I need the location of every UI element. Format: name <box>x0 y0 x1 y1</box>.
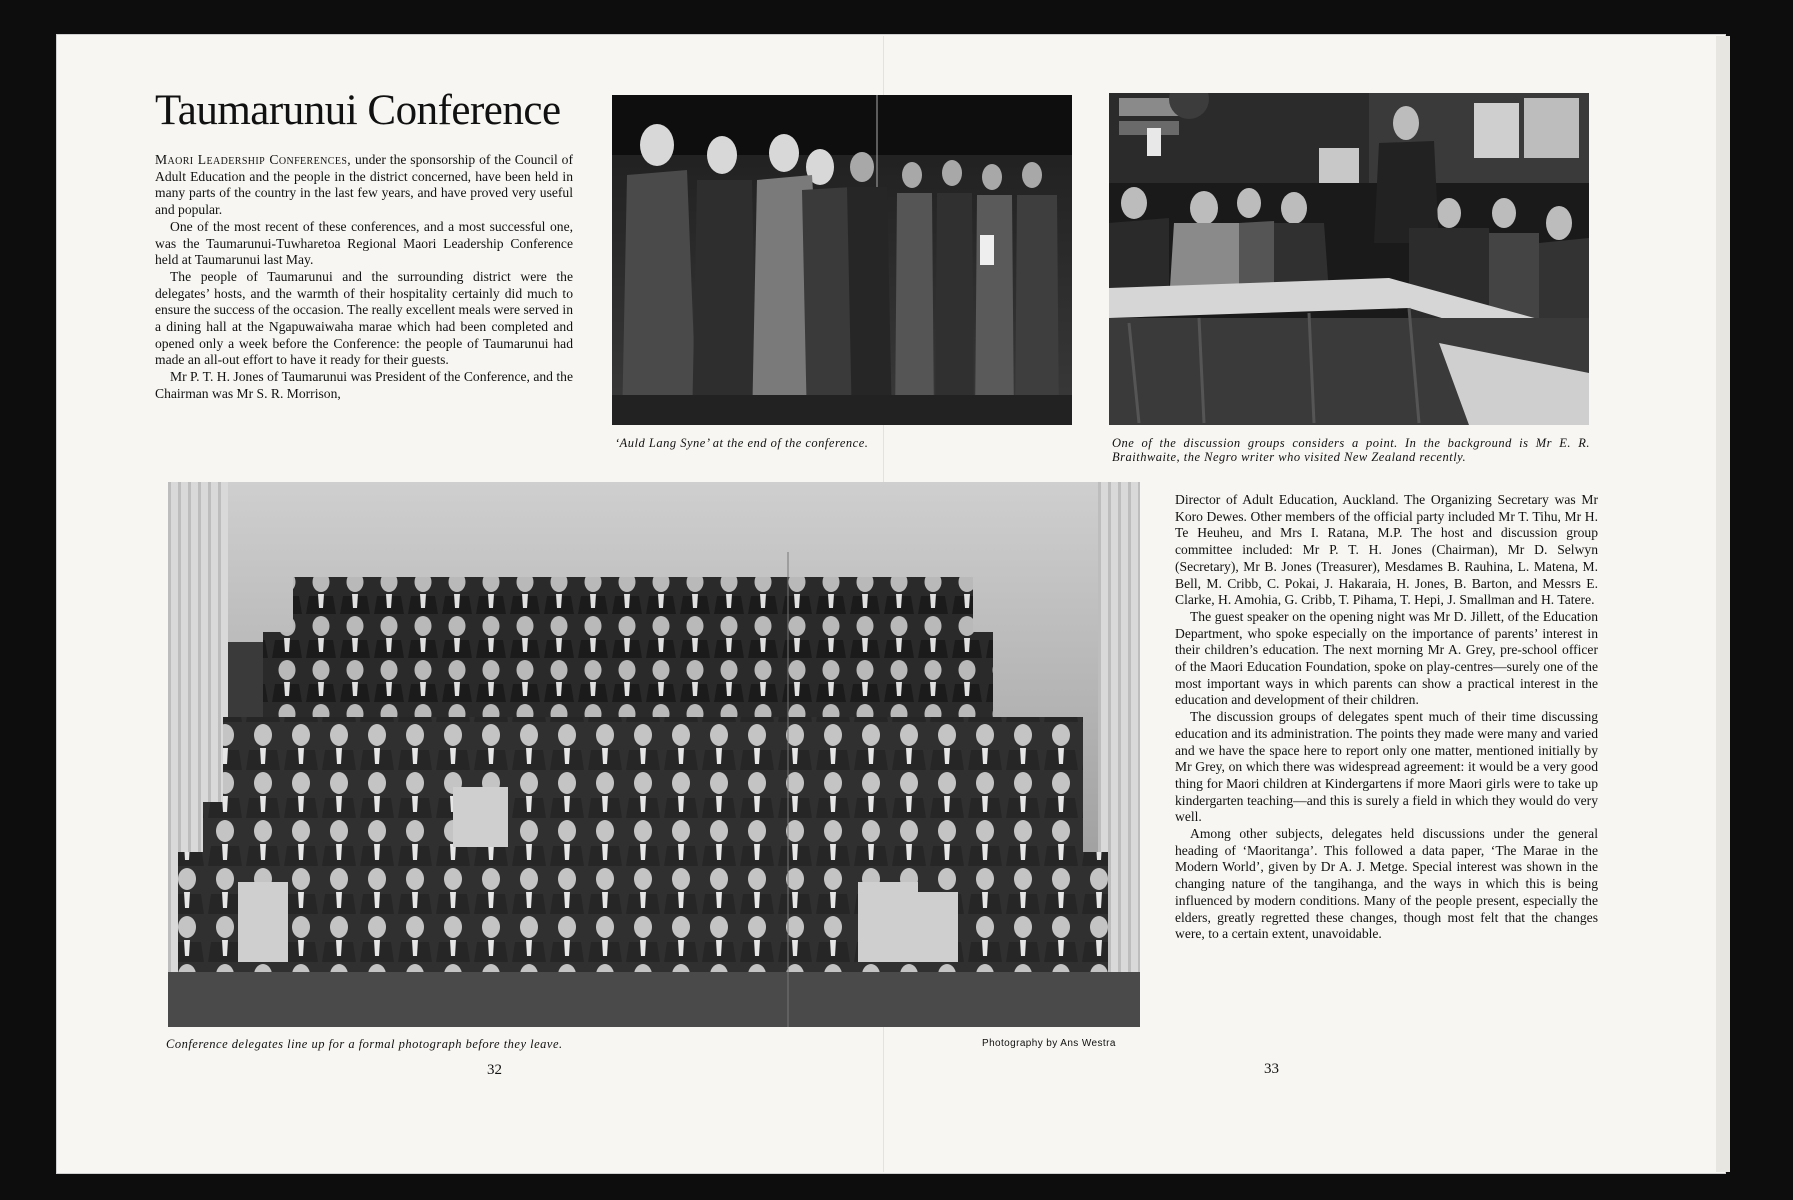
photo-credit: Photography by Ans Westra <box>982 1038 1116 1049</box>
caption-auld-lang-syne: ‘Auld Lang Syne’ at the end of the conference. <box>615 436 869 450</box>
right-paragraph-2: The guest speaker on the opening night was Mr D. Jillett, of the Education Department, who spoke especially on the importance of parents’ interest in their children’s education. The next morning Mr A. Grey, pre-school officer of the Maori Education Foundation, spoke on play-centres—surely one of the most important ways in which parents can show a practical interest in the education and development of their children. <box>1175 608 1598 708</box>
paragraph-1-text: under the sponsorship of the Council of Adult Education and the people in the district concerned, have been held in many parts of the country in the last few years, and have proved very useful and popular. <box>155 152 574 218</box>
page-number-right: 33 <box>1264 1061 1279 1077</box>
photo-auld-lang-syne-image <box>612 95 1072 425</box>
lead-in: Maori Leadership Conferences, <box>155 152 352 167</box>
photo-auld-lang-syne <box>612 95 1072 425</box>
photo-discussion-group-image <box>1109 93 1589 425</box>
photo-discussion-group <box>1109 93 1589 425</box>
paragraph-1 <box>155 152 573 219</box>
right-text-column <box>1175 492 1598 943</box>
page-number-left: 32 <box>487 1062 502 1078</box>
left-text-column <box>155 152 573 403</box>
right-paragraph-3: The discussion groups of delegates spent much of their time discussing education and its administration. The points they made were many and varied and we have the space here to report only one matter, mentioned initially by Mr Grey, on which there was widespread agreement: it would be a very good thing for Maori children at Kindergartens if more Maori girls were to take up kindergarten teaching—and this is surely a field in which they would do very well. <box>1175 709 1598 825</box>
article-title: Taumarunui Conference <box>155 87 561 134</box>
caption-group-photo: Conference delegates line up for a formal photograph before they leave. <box>166 1037 563 1051</box>
paragraph-3: The people of Taumarunui and the surrounding district were the delegates’ hosts, and the warmth of their hospitality certainly did much to ensure the success of the occasion. The really excellent meals were served in a dining hall at the Ngapuwaiwaha marae which had been completed and opened only a week before the Conference: the people of Taumarunui had made an all-out effort to have it ready for their guests. <box>155 268 573 368</box>
photo-group-formal-image <box>168 482 1140 1027</box>
right-paragraph-1: Director of Adult Education, Auckland. The Organizing Secretary was Mr Koro Dewes. Other members of the official party included Mr T. Tihu, Mr H. Te Heuheu, and Mrs I. Ratana, M.P. The host and discussion group committee included: Mr P. T. H. Jones (Chairman), Mr D. Selwyn (Secretary), Mr B. Jones (Treasurer), Mesdames B. Rauhina, L. Matena, M. Bell, M. Cribb, C. Pokai, J. Hakaraia, H. Jones, B. Barton, and Messrs E. Clarke, H. Amohia, G. Cribb, T. Pihama, T. Hepi, J. Smallman and H. Tatere. <box>1175 492 1598 608</box>
paragraph-2: One of the most recent of these conferences, and a most successful one, was the Taumarunui-Tuwharetoa Regional Maori Leadership Conference held at Taumarunui last May. <box>155 218 573 268</box>
page-edge <box>1716 36 1730 1172</box>
right-paragraph-4: Among other subjects, delegates held discussions under the general heading of ‘Maoritanga’. This followed a data paper, ‘The Marae in the Modern World’, given by Dr A. J. Metge. Special interest was shown in the changing nature of the tangihanga, and the ways in which this is being influenced by modern conditions. Many of the people present, especially the elders, greatly regretted these changes, though most felt that the changes were, to a certain extent, unavoidable. <box>1175 826 1598 942</box>
paragraph-4: Mr P. T. H. Jones of Taumarunui was President of the Conference, and the Chairman was Mr S. R. Morrison, <box>155 369 573 401</box>
photo-group-formal <box>168 482 1140 1027</box>
caption-discussion-group: One of the discussion groups considers a point. In the background is Mr E. R. Braithwaite, the Negro writer who visited New Zealand recently. <box>1112 436 1590 464</box>
